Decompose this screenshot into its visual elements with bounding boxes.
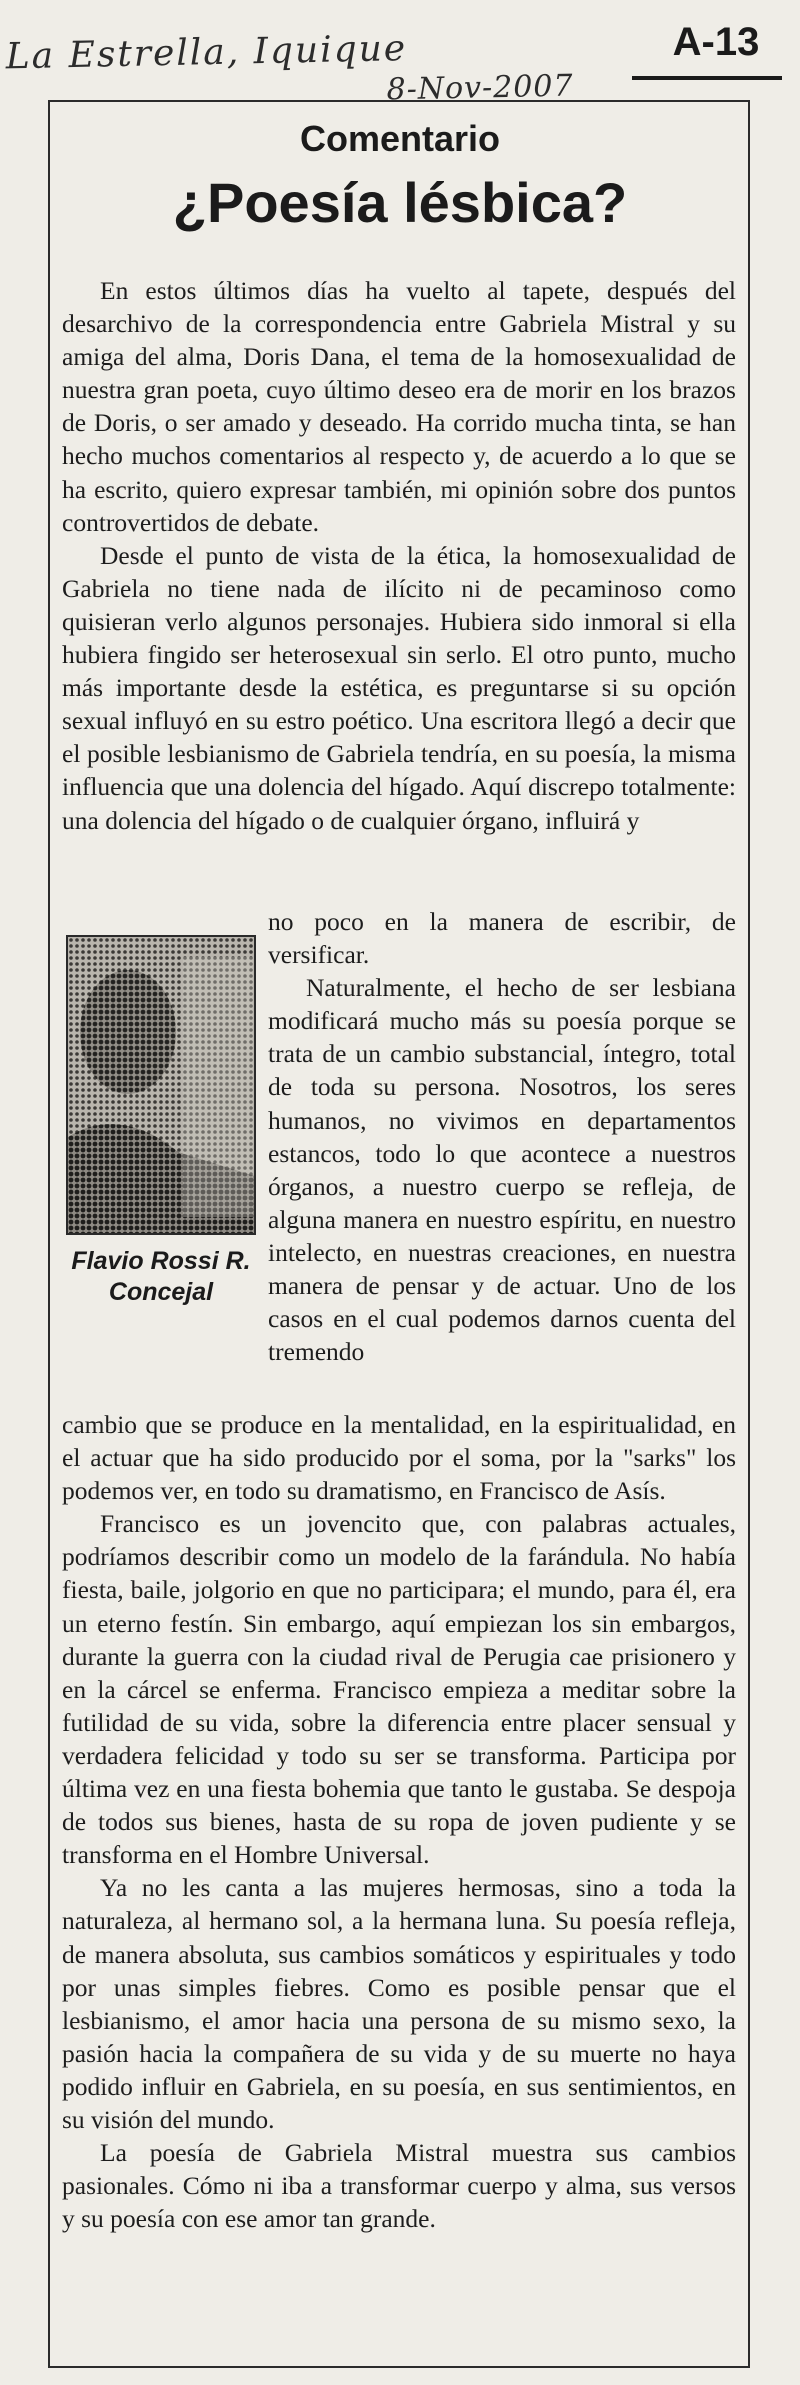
article-body-right <box>268 905 736 1368</box>
paragraph: Naturalmente, el hecho de ser lesbiana modificará mucho más su poesía porque se trata de un cambio substancial, íntegro, total de toda su persona. Nosotros, los seres humanos, no vivimos en departamentos estancos, todo lo que acontece a nuestros órganos, a nuestro cuerpo se refleja, de alguna manera en nuestro espíritu, en nuestro intelecto, en nuestras creaciones, en nuestra manera de pensar y de actuar. Uno de los casos en el cual podemos darnos cuenta del tremendo <box>268 973 736 1367</box>
photo-caption <box>56 1246 266 1308</box>
caption-role: Concejal <box>108 1278 214 1306</box>
section-label: Comentario <box>299 118 501 159</box>
paragraph: Francisco es un jovencito que, con palabras actuales, podríamos describir como un modelo de la farándula. No había fiesta, baile, jolgorio en que no participara; el mundo, para él, era un eterno festín. Sin embargo, aquí empiezan los sin embargos, durante la guerra con la ciudad rival de Perugia cae prisionero y en la cárcel se enferma. Francisco empieza a meditar sobre la futilidad de su vida, sobre la diferencia entre placer sensual y verdadera felicidad y todo su ser se transforma. Participa por última vez en una fiesta bohemia que tanto le gustaba. Se despoja de todos sus bienes, hasta de su ropa de joven pudiente y se transforma en el Hombre Universal. <box>62 1509 736 1870</box>
caption-name: Flavio Rossi R. <box>71 1247 251 1275</box>
handwritten-date: 8-Nov-2007 <box>386 68 574 108</box>
paragraph: Ya no les canta a las mujeres hermosas, sino a toda la naturaleza, al hermano sol, a la hermana luna. Su poesía refleja, de manera absoluta, sus cambios somáticos y espirituales y todo por unas simples fiebres. Como es posible pensar que el lesbianismo, el amor hacia una persona de su mismo sexo, la pasión hacia la compañera de su vida y de su muerte no haya podido influir en Gabriela, en su poesía, en sus sentimientos, en su visión del mundo. <box>62 1873 736 2134</box>
author-photo <box>66 935 256 1235</box>
paragraph: cambio que se produce en la mentalidad, en la espiritualidad, en el actuar que ha sido producido por el soma, por la "sarks" los podemos ver, en todo su dramatismo, en Francisco de Asís. <box>62 1410 736 1506</box>
paragraph: La poesía de Gabriela Mistral muestra sus cambios pasionales. Cómo ni iba a transformar cuerpo y alma, sus versos y su poesía con ese amor tan grande. <box>62 2138 736 2234</box>
author-portrait-image <box>68 937 256 1235</box>
page-number-rule <box>632 76 782 80</box>
article-body-bottom <box>62 1408 736 2235</box>
article-body-top <box>62 274 736 837</box>
paragraph: no poco en la manera de escribir, de versificar. <box>268 907 736 970</box>
paragraph: En estos últimos días ha vuelto al tapete, después del desarchivo de la correspondencia entre Gabriela Mistral y su amiga del alma, Doris Dana, el tema de la homosexualidad de nuestra gran poeta, cuyo último deseo era de morir en los brazos de Doris, o ser amado y deseado. Ha corrido mucha tinta, se han hecho muchos comentarios al respecto y, de acuerdo a lo que se ha escrito, quiero expresar también, mi opinión sobre dos puntos controvertidos de debate. <box>62 276 736 537</box>
paragraph: Desde el punto de vista de la ética, la homosexualidad de Gabriela no tiene nada de ilícito ni de pecaminoso como quisieran verlo algunos personajes. Hubiera sido inmoral si ella hubiera fingido ser heterosexual sin serlo. El otro punto, mucho más importante desde la estética, es preguntarse si su opción sexual influyó en su estro poético. Una escritora llegó a decir que el posible lesbianismo de Gabriela tendría, en su poesía, la misma influencia que una dolencia del hígado. Aquí discrepo totalmente: una dolencia del hígado o de cualquier órgano, influirá y <box>62 540 736 835</box>
page-number: A-13 <box>672 20 760 64</box>
headline: ¿Poesía lésbica? <box>172 171 628 234</box>
handwritten-publication: La Estrella, Iquique <box>5 27 408 78</box>
